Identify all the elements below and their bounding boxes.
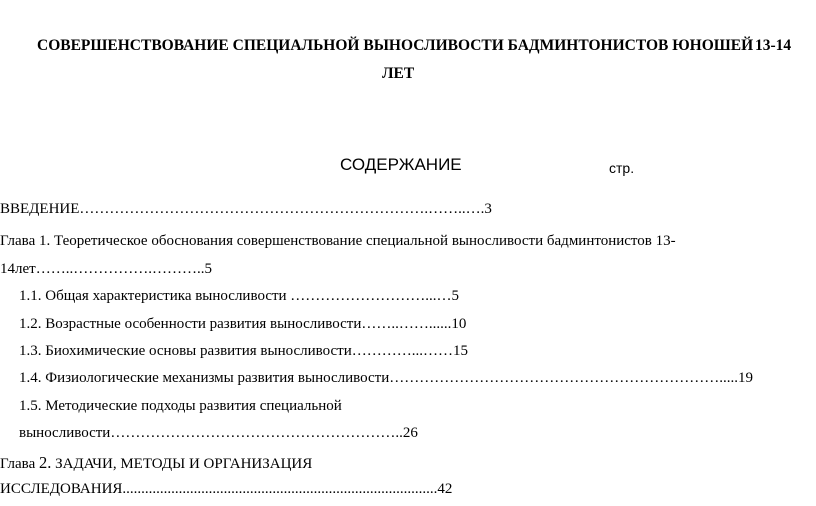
toc-entry-introduction: ВВЕДЕНИЕ…………………………………………………………….……..….3 bbox=[0, 201, 492, 217]
toc-entry-1-2: 1.2. Возрастные особенности развития выносливости……..……......10 bbox=[19, 316, 467, 332]
toc-entry-chapter-2-cont: ИССЛЕДОВАНИЯ....................................................................................42 bbox=[0, 481, 453, 497]
toc-entry-chapter-1-cont: 14лет……..…………….………..5 bbox=[0, 261, 212, 277]
toc-entry-1-4: 1.4. Физиологические механизмы развития выносливости………………………………………………………….....19 bbox=[19, 370, 754, 386]
toc-entry-1-5: 1.5. Методические подходы развития специальной bbox=[19, 398, 342, 414]
toc-entry-1-5-cont: выносливости…………………………………………………..26 bbox=[19, 425, 418, 441]
document-title-line-2: ЛЕТ bbox=[382, 65, 415, 82]
toc-entry-1-1: 1.1. Общая характеристика выносливости ………………………...…5 bbox=[19, 288, 460, 304]
contents-heading: СОДЕРЖАНИЕ bbox=[340, 155, 462, 174]
toc-entry-chapter-1: Глава 1. Теоретическое обоснования совершенствование специальной выносливости бадминтонистов 13- bbox=[0, 233, 676, 249]
chapter-2-title: ЗАДАЧИ, МЕТОДЫ И ОРГАНИЗАЦИЯ bbox=[51, 456, 313, 472]
chapter-2-prefix: Глава bbox=[0, 456, 39, 472]
toc-entry-chapter-2 bbox=[0, 453, 312, 473]
toc-entry-1-3: 1.3. Биохимические основы развития выносливости…………...……15 bbox=[19, 343, 468, 359]
chapter-2-number: 2. bbox=[38, 453, 52, 472]
page-column-label: стр. bbox=[609, 160, 635, 176]
document-title-line-1: СОВЕРШЕНСТВОВАНИЕ СПЕЦИАЛЬНОЙ ВЫНОСЛИВОСТИ БАДМИНТОНИСТОВ ЮНОШЕЙ bbox=[37, 37, 754, 54]
document-title-age: 13-14 bbox=[755, 37, 792, 54]
